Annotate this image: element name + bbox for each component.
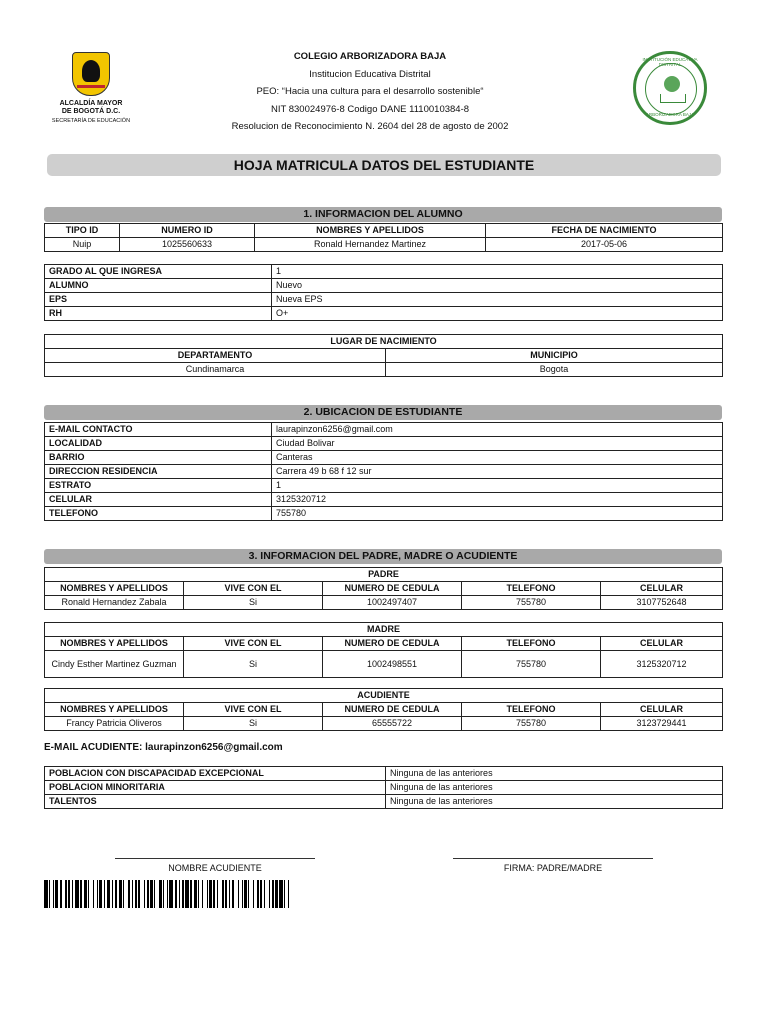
- th-cedula: NUMERO DE CEDULA: [323, 637, 462, 651]
- cell-nombre: Cindy Esther Martinez Guzman: [45, 651, 184, 678]
- table-row: [45, 781, 723, 795]
- table-row: [45, 717, 723, 731]
- th-nombres: NOMBRES Y APELLIDOS: [255, 224, 486, 238]
- section1-title: 1. INFORMACION DEL ALUMNO: [44, 207, 722, 222]
- section3-title: 3. INFORMACION DEL PADRE, MADRE O ACUDIENTE: [44, 549, 722, 564]
- logo-line3: SECRETARÍA DE EDUCACIÓN: [51, 118, 131, 124]
- th-celular: CELULAR: [601, 582, 723, 596]
- table-row: [45, 465, 723, 479]
- acudiente-table: [44, 688, 723, 731]
- label-minoritaria: POBLACION MINORITARIA: [45, 781, 386, 795]
- student-details-table: [44, 264, 723, 321]
- signature-line: [115, 858, 315, 859]
- logo-line2: DE BOGOTÁ D.C.: [61, 108, 121, 115]
- label-localidad: LOCALIDAD: [45, 437, 272, 451]
- cell-cedula: 1002497407: [323, 596, 462, 610]
- cell-cedula: 1002498551: [323, 651, 462, 678]
- alcaldia-logo: [50, 52, 132, 124]
- page-title: HOJA MATRICULA DATOS DEL ESTUDIANTE: [47, 154, 721, 176]
- table-row: [45, 451, 723, 465]
- cell-departamento: Cundinamarca: [45, 363, 386, 377]
- label-talentos: TALENTOS: [45, 795, 386, 809]
- th-telefono: TELEFONO: [462, 703, 601, 717]
- signature-padre-madre: [453, 858, 653, 873]
- school-info: [200, 48, 540, 136]
- th-celular: CELULAR: [601, 703, 723, 717]
- value-minoritaria: Ninguna de las anteriores: [386, 781, 723, 795]
- cell-nombre: Francy Patricia Oliveros: [45, 717, 184, 731]
- label-rh: RH: [45, 307, 272, 321]
- value-celular: 3125320712: [272, 493, 723, 507]
- value-eps: Nueva EPS: [272, 293, 723, 307]
- value-talentos: Ninguna de las anteriores: [386, 795, 723, 809]
- table-row: [45, 507, 723, 521]
- section2-title: 2. UBICACION DE ESTUDIANTE: [44, 405, 722, 420]
- cell-telefono: 755780: [462, 596, 601, 610]
- value-estrato: 1: [272, 479, 723, 493]
- table-row: [45, 795, 723, 809]
- logo-line1: ALCALDÍA MAYOR: [59, 100, 123, 107]
- th-telefono: TELEFONO: [462, 582, 601, 596]
- label-eps: EPS: [45, 293, 272, 307]
- cell-nombres: Ronald Hernandez Martinez: [255, 238, 486, 252]
- signature-acudiente: [115, 858, 315, 873]
- tree-icon: [664, 76, 680, 92]
- school-resolution: Resolucion de Reconocimiento N. 2604 del 28 de agosto de 2002: [231, 121, 509, 132]
- bogota-shield-icon: [72, 52, 110, 96]
- table-row: [45, 423, 723, 437]
- th-vive: VIVE CON EL: [184, 582, 323, 596]
- th-municipio: MUNICIPIO: [386, 349, 723, 363]
- th-vive: VIVE CON EL: [184, 703, 323, 717]
- table-row: [45, 265, 723, 279]
- school-peo: PEO: “Hacia una cultura para el desarrollo sostenible“: [256, 86, 484, 97]
- school-nit: NIT 830024976-8 Codigo DANE 1110010384-8: [270, 103, 470, 115]
- label-direccion: DIRECCION RESIDENCIA: [45, 465, 272, 479]
- table-row: [45, 238, 723, 252]
- cell-nombre: Ronald Hernandez Zabala: [45, 596, 184, 610]
- cell-fecha: 2017-05-06: [486, 238, 723, 252]
- value-email: laurapinzon6256@gmail.com: [272, 423, 723, 437]
- label-email: E-MAIL CONTACTO: [45, 423, 272, 437]
- cell-celular: 3125320712: [601, 651, 723, 678]
- label-estrato: ESTRATO: [45, 479, 272, 493]
- value-grado: 1: [272, 265, 723, 279]
- th-cedula: NUMERO DE CEDULA: [323, 582, 462, 596]
- label-grado: GRADO AL QUE INGRESA: [45, 265, 272, 279]
- th-nombres: NOMBRES Y APELLIDOS: [45, 637, 184, 651]
- cell-tipo-id: Nuip: [45, 238, 120, 252]
- padre-table: [44, 567, 723, 610]
- label-discapacidad: POBLACION CON DISCAPACIDAD EXCEPCIONAL: [45, 767, 386, 781]
- signature-label: NOMBRE ACUDIENTE: [168, 863, 262, 873]
- table-row: [45, 651, 723, 678]
- value-barrio: Canteras: [272, 451, 723, 465]
- seal-text-bottom: ARBORIZADORA BAJA: [645, 112, 695, 117]
- cell-vive: Si: [184, 596, 323, 610]
- padre-title: PADRE: [45, 568, 723, 582]
- label-barrio: BARRIO: [45, 451, 272, 465]
- value-localidad: Ciudad Bolivar: [272, 437, 723, 451]
- table-row: [45, 293, 723, 307]
- value-discapacidad: Ninguna de las anteriores: [386, 767, 723, 781]
- th-nombres: NOMBRES Y APELLIDOS: [45, 703, 184, 717]
- label-celular: CELULAR: [45, 493, 272, 507]
- table-row: [45, 279, 723, 293]
- table-row: [45, 363, 723, 377]
- th-departamento: DEPARTAMENTO: [45, 349, 386, 363]
- cell-municipio: Bogota: [386, 363, 723, 377]
- seal-text-top: INSTITUCIÓN EDUCATIVA DISTRITAL: [642, 57, 698, 67]
- th-numero-id: NUMERO ID: [120, 224, 255, 238]
- cell-telefono: 755780: [462, 717, 601, 731]
- document-header: [0, 0, 768, 140]
- signature-line: [453, 858, 653, 859]
- th-celular: CELULAR: [601, 637, 723, 651]
- barcode-bar: [289, 880, 292, 908]
- madre-title: MADRE: [45, 623, 723, 637]
- label-alumno: ALUMNO: [45, 279, 272, 293]
- table-row: [45, 307, 723, 321]
- table-row: [45, 479, 723, 493]
- madre-table: [44, 622, 723, 678]
- table-row: [45, 493, 723, 507]
- cell-celular: 3123729441: [601, 717, 723, 731]
- table-row: [45, 767, 723, 781]
- cell-vive: Si: [184, 651, 323, 678]
- value-direccion: Carrera 49 b 68 f 12 sur: [272, 465, 723, 479]
- cell-vive: Si: [184, 717, 323, 731]
- birthplace-title: LUGAR DE NACIMIENTO: [45, 335, 723, 349]
- school-type: Institucion Educativa Distrital: [309, 68, 431, 80]
- cell-celular: 3107752648: [601, 596, 723, 610]
- th-telefono: TELEFONO: [462, 637, 601, 651]
- acudiente-title: ACUDIENTE: [45, 689, 723, 703]
- student-id-table: [44, 223, 723, 252]
- birthplace-table: [44, 334, 723, 377]
- value-alumno: Nuevo: [272, 279, 723, 293]
- school-seal-icon: [633, 51, 707, 125]
- label-telefono: TELEFONO: [45, 507, 272, 521]
- signature-label: FIRMA: PADRE/MADRE: [503, 863, 603, 873]
- poblacion-table: [44, 766, 723, 809]
- table-row: [45, 437, 723, 451]
- barcode-icon: [44, 880, 414, 908]
- th-nombres: NOMBRES Y APELLIDOS: [45, 582, 184, 596]
- location-table: [44, 422, 723, 521]
- table-row: [45, 596, 723, 610]
- th-cedula: NUMERO DE CEDULA: [323, 703, 462, 717]
- school-name: COLEGIO ARBORIZADORA BAJA: [293, 51, 447, 62]
- cell-telefono: 755780: [462, 651, 601, 678]
- th-tipo-id: TIPO ID: [45, 224, 120, 238]
- th-vive: VIVE CON EL: [184, 637, 323, 651]
- cell-numero-id: 1025560633: [120, 238, 255, 252]
- th-fecha-nacimiento: FECHA DE NACIMIENTO: [486, 224, 723, 238]
- book-icon: [660, 94, 686, 103]
- value-rh: O+: [272, 307, 723, 321]
- cell-cedula: 65555722: [323, 717, 462, 731]
- value-telefono: 755780: [272, 507, 723, 521]
- email-acudiente: E-MAIL ACUDIENTE: laurapinzon6256@gmail.com: [44, 742, 283, 753]
